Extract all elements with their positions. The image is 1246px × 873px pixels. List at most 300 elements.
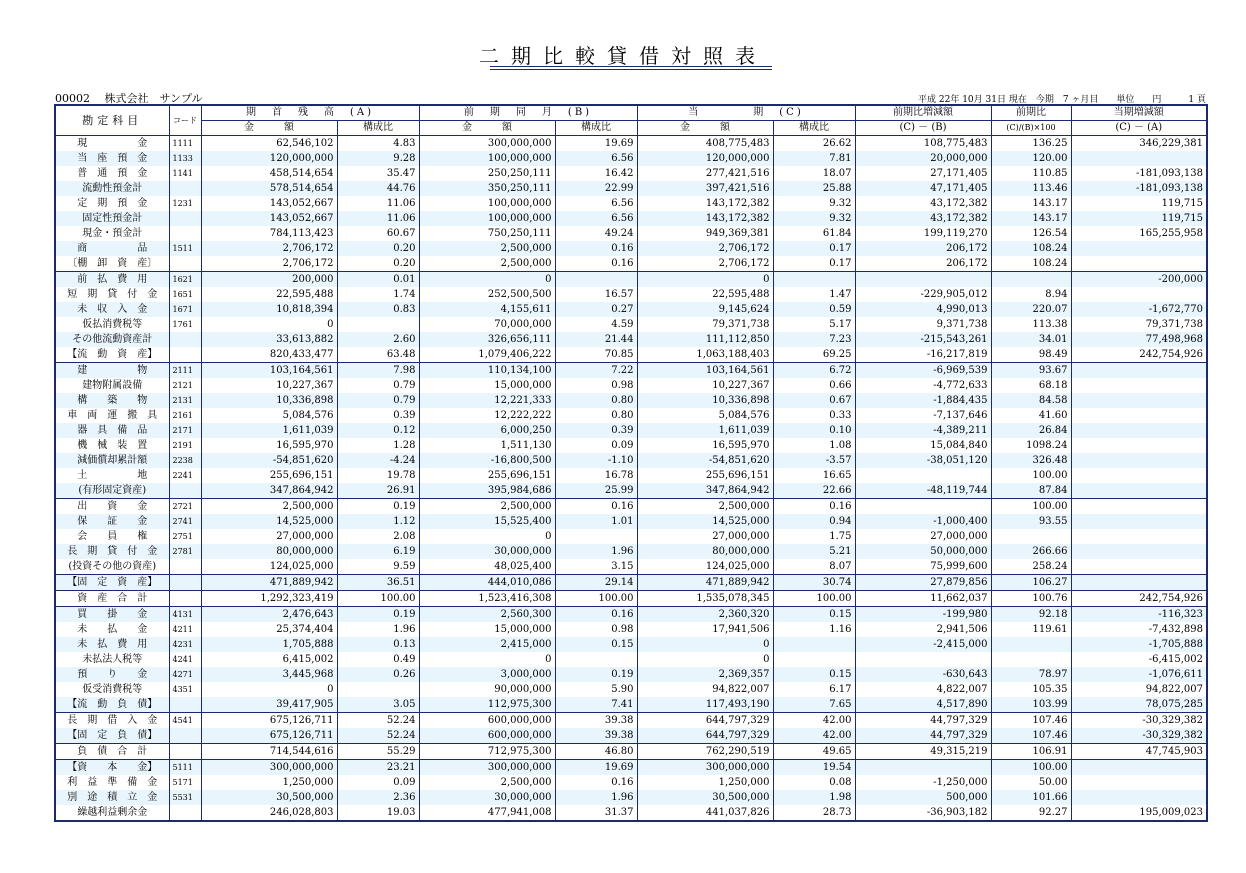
change-amount bbox=[1071, 499, 1207, 515]
prior-amount: 112,975,300 bbox=[419, 697, 555, 713]
account-code: 1133 bbox=[169, 151, 201, 166]
col-amount-a: 金 額 bbox=[201, 121, 337, 136]
diff-pct: 1098.24 bbox=[991, 438, 1071, 453]
account-name: 長 期 貸 付 金 bbox=[55, 544, 169, 559]
current-ratio: 0.17 bbox=[773, 241, 855, 256]
current-ratio: 0.08 bbox=[773, 775, 855, 790]
account-code bbox=[169, 559, 201, 575]
current-ratio: 61.84 bbox=[773, 226, 855, 241]
opening-amount: 1,611,039 bbox=[201, 423, 337, 438]
prior-amount: 6,000,250 bbox=[419, 423, 555, 438]
current-ratio: 0.94 bbox=[773, 514, 855, 529]
opening-amount: 0 bbox=[201, 682, 337, 697]
table-row bbox=[55, 211, 1207, 226]
current-ratio bbox=[773, 637, 855, 652]
opening-amount: 0 bbox=[201, 317, 337, 332]
diff-amount: 108,775,483 bbox=[855, 136, 991, 152]
current-ratio: 9.32 bbox=[773, 196, 855, 211]
change-amount: -116,323 bbox=[1071, 607, 1207, 623]
opening-amount: 675,126,711 bbox=[201, 728, 337, 744]
table-row bbox=[55, 393, 1207, 408]
opening-ratio: 0.26 bbox=[337, 667, 419, 682]
table-row bbox=[55, 637, 1207, 652]
prior-ratio: 16.42 bbox=[555, 166, 637, 181]
col-pct-sub: (C)/(B)×100 bbox=[991, 121, 1071, 136]
change-amount: -1,076,611 bbox=[1071, 667, 1207, 682]
table-row bbox=[55, 196, 1207, 211]
opening-ratio: 0.83 bbox=[337, 302, 419, 317]
balance-sheet-table bbox=[54, 104, 1208, 822]
change-amount: -200,000 bbox=[1071, 272, 1207, 288]
prior-ratio: 5.90 bbox=[555, 682, 637, 697]
diff-amount: -6,969,539 bbox=[855, 363, 991, 379]
diff-pct bbox=[991, 652, 1071, 667]
prior-amount: 600,000,000 bbox=[419, 728, 555, 744]
col-ratio-a: 構成比 bbox=[337, 121, 419, 136]
change-amount bbox=[1071, 775, 1207, 790]
current-ratio: 5.17 bbox=[773, 317, 855, 332]
current-amount: 408,775,483 bbox=[637, 136, 773, 152]
opening-amount: 33,613,882 bbox=[201, 332, 337, 347]
current-ratio: 25.88 bbox=[773, 181, 855, 196]
prior-ratio: 49.24 bbox=[555, 226, 637, 241]
diff-amount: 27,000,000 bbox=[855, 529, 991, 544]
current-ratio: 19.54 bbox=[773, 760, 855, 776]
diff-amount: -1,884,435 bbox=[855, 393, 991, 408]
current-amount: 143,172,382 bbox=[637, 196, 773, 211]
opening-amount: 39,417,905 bbox=[201, 697, 337, 713]
account-code bbox=[169, 805, 201, 821]
diff-pct: 113.46 bbox=[991, 181, 1071, 196]
opening-ratio: 63.48 bbox=[337, 347, 419, 363]
current-amount: -54,851,620 bbox=[637, 453, 773, 468]
diff-pct: 108.24 bbox=[991, 241, 1071, 256]
table-row bbox=[55, 483, 1207, 499]
diff-pct: 136.25 bbox=[991, 136, 1071, 152]
current-amount: 1,611,039 bbox=[637, 423, 773, 438]
opening-ratio: 35.47 bbox=[337, 166, 419, 181]
opening-ratio: 0.13 bbox=[337, 637, 419, 652]
prior-amount: 2,500,000 bbox=[419, 241, 555, 256]
account-name: 長 期 借 入 金 bbox=[55, 713, 169, 729]
prior-amount: 100,000,000 bbox=[419, 211, 555, 226]
account-code: 2721 bbox=[169, 499, 201, 515]
prior-amount: 2,500,000 bbox=[419, 499, 555, 515]
current-ratio: 0.66 bbox=[773, 378, 855, 393]
prior-amount: 395,984,686 bbox=[419, 483, 555, 499]
current-ratio: 28.73 bbox=[773, 805, 855, 821]
current-amount: 94,822,007 bbox=[637, 682, 773, 697]
table-row bbox=[55, 529, 1207, 544]
opening-ratio: 0.01 bbox=[337, 272, 419, 288]
account-code: 1671 bbox=[169, 302, 201, 317]
prior-amount: 15,000,000 bbox=[419, 378, 555, 393]
account-code bbox=[169, 697, 201, 713]
account-name: 〔棚 卸 資 産〕 bbox=[55, 256, 169, 272]
current-amount: 10,227,367 bbox=[637, 378, 773, 393]
diff-pct: 41.60 bbox=[991, 408, 1071, 423]
prior-amount: 48,025,400 bbox=[419, 559, 555, 575]
diff-amount: -215,543,261 bbox=[855, 332, 991, 347]
change-amount: -1,705,888 bbox=[1071, 637, 1207, 652]
prior-amount: 15,000,000 bbox=[419, 622, 555, 637]
account-name: 前 払 費 用 bbox=[55, 272, 169, 288]
opening-amount: 10,227,367 bbox=[201, 378, 337, 393]
account-name: 別 途 積 立 金 bbox=[55, 790, 169, 805]
account-name: (有形固定資産) bbox=[55, 483, 169, 499]
account-name: 構 築 物 bbox=[55, 393, 169, 408]
account-name: 【資 本 金】 bbox=[55, 760, 169, 776]
diff-pct: 110.85 bbox=[991, 166, 1071, 181]
opening-amount: 714,544,616 bbox=[201, 744, 337, 760]
prior-amount: 30,000,000 bbox=[419, 544, 555, 559]
opening-amount: 16,595,970 bbox=[201, 438, 337, 453]
change-amount bbox=[1071, 760, 1207, 776]
prior-amount: 4,155,611 bbox=[419, 302, 555, 317]
prior-ratio: 25.99 bbox=[555, 483, 637, 499]
diff-amount: 27,171,405 bbox=[855, 166, 991, 181]
current-amount: 30,500,000 bbox=[637, 790, 773, 805]
opening-amount: 10,818,394 bbox=[201, 302, 337, 317]
prior-ratio: 0.19 bbox=[555, 667, 637, 682]
opening-ratio: 4.83 bbox=[337, 136, 419, 152]
account-name: 未 払 費 用 bbox=[55, 637, 169, 652]
diff-amount: 27,879,856 bbox=[855, 575, 991, 591]
col-amount-b: 金 額 bbox=[419, 121, 555, 136]
table-row bbox=[55, 181, 1207, 196]
col-amount-c: 金 額 bbox=[637, 121, 773, 136]
account-code: 4231 bbox=[169, 637, 201, 652]
diff-amount: -199,980 bbox=[855, 607, 991, 623]
table-row bbox=[55, 652, 1207, 667]
diff-amount: -4,772,633 bbox=[855, 378, 991, 393]
prior-ratio: 6.56 bbox=[555, 151, 637, 166]
opening-amount: 25,374,404 bbox=[201, 622, 337, 637]
table-row bbox=[55, 287, 1207, 302]
diff-amount: 199,119,270 bbox=[855, 226, 991, 241]
current-amount: 120,000,000 bbox=[637, 151, 773, 166]
account-name: 当 座 預 金 bbox=[55, 151, 169, 166]
prior-ratio: 70.85 bbox=[555, 347, 637, 363]
account-code: 4241 bbox=[169, 652, 201, 667]
diff-pct: 113.38 bbox=[991, 317, 1071, 332]
prior-ratio: 1.96 bbox=[555, 544, 637, 559]
diff-amount: -229,905,012 bbox=[855, 287, 991, 302]
company-name: 株式会社 サンプル bbox=[104, 92, 203, 105]
col-account: 勘定科目 bbox=[55, 105, 169, 136]
diff-amount: -48,119,744 bbox=[855, 483, 991, 499]
prior-amount: 750,250,111 bbox=[419, 226, 555, 241]
diff-pct: 107.46 bbox=[991, 728, 1071, 744]
current-amount: 441,037,826 bbox=[637, 805, 773, 821]
diff-pct: 258.24 bbox=[991, 559, 1071, 575]
prior-ratio: 19.69 bbox=[555, 136, 637, 152]
current-ratio: 22.66 bbox=[773, 483, 855, 499]
prior-ratio: -1.10 bbox=[555, 453, 637, 468]
opening-amount: 143,052,667 bbox=[201, 211, 337, 226]
account-code: 4211 bbox=[169, 622, 201, 637]
table-row bbox=[55, 622, 1207, 637]
table-row bbox=[55, 775, 1207, 790]
diff-pct: 107.46 bbox=[991, 713, 1071, 729]
table-row bbox=[55, 514, 1207, 529]
account-code: 1111 bbox=[169, 136, 201, 152]
account-code bbox=[169, 728, 201, 744]
account-name: 買 掛 金 bbox=[55, 607, 169, 623]
account-code: 2781 bbox=[169, 544, 201, 559]
opening-amount: 255,696,151 bbox=[201, 468, 337, 483]
current-amount: 2,360,320 bbox=[637, 607, 773, 623]
opening-ratio: 3.05 bbox=[337, 697, 419, 713]
diff-amount: 206,172 bbox=[855, 241, 991, 256]
prior-amount: 90,000,000 bbox=[419, 682, 555, 697]
account-code: 1621 bbox=[169, 272, 201, 288]
change-amount: -6,415,002 bbox=[1071, 652, 1207, 667]
opening-amount: 3,445,968 bbox=[201, 667, 337, 682]
table-row bbox=[55, 468, 1207, 483]
table-row bbox=[55, 256, 1207, 272]
account-code: 2111 bbox=[169, 363, 201, 379]
prior-amount: 300,000,000 bbox=[419, 136, 555, 152]
table-body bbox=[55, 136, 1207, 822]
diff-pct: 100.00 bbox=[991, 468, 1071, 483]
diff-pct: 26.84 bbox=[991, 423, 1071, 438]
diff-amount: 4,517,890 bbox=[855, 697, 991, 713]
diff-amount bbox=[855, 468, 991, 483]
account-name: その他流動資産計 bbox=[55, 332, 169, 347]
prior-amount: 1,079,406,222 bbox=[419, 347, 555, 363]
current-amount: 397,421,516 bbox=[637, 181, 773, 196]
diff-pct: 78.97 bbox=[991, 667, 1071, 682]
prior-ratio: 6.56 bbox=[555, 196, 637, 211]
diff-amount: 47,171,405 bbox=[855, 181, 991, 196]
prior-ratio: 22.99 bbox=[555, 181, 637, 196]
opening-amount: 820,433,477 bbox=[201, 347, 337, 363]
table-row bbox=[55, 378, 1207, 393]
account-code bbox=[169, 226, 201, 241]
diff-amount: -7,137,646 bbox=[855, 408, 991, 423]
table-row bbox=[55, 697, 1207, 713]
prior-amount: 0 bbox=[419, 529, 555, 544]
current-ratio: 30.74 bbox=[773, 575, 855, 591]
diff-pct: 8.94 bbox=[991, 287, 1071, 302]
account-code: 4541 bbox=[169, 713, 201, 729]
current-amount: 27,000,000 bbox=[637, 529, 773, 544]
current-ratio: 1.08 bbox=[773, 438, 855, 453]
opening-ratio: 2.08 bbox=[337, 529, 419, 544]
prior-ratio bbox=[555, 272, 637, 288]
prior-ratio: 21.44 bbox=[555, 332, 637, 347]
table-row bbox=[55, 453, 1207, 468]
current-ratio: 1.16 bbox=[773, 622, 855, 637]
prior-amount: 3,000,000 bbox=[419, 667, 555, 682]
current-amount: 255,696,151 bbox=[637, 468, 773, 483]
account-name: 保 証 金 bbox=[55, 514, 169, 529]
table-row bbox=[55, 728, 1207, 744]
diff-pct: 100.00 bbox=[991, 499, 1071, 515]
opening-ratio: 1.28 bbox=[337, 438, 419, 453]
account-name: 固定性預金計 bbox=[55, 211, 169, 226]
prior-amount: 255,696,151 bbox=[419, 468, 555, 483]
prior-ratio: 0.98 bbox=[555, 378, 637, 393]
diff-amount: -630,643 bbox=[855, 667, 991, 682]
change-amount: 78,075,285 bbox=[1071, 697, 1207, 713]
prior-amount: 250,250,111 bbox=[419, 166, 555, 181]
opening-amount: 124,025,000 bbox=[201, 559, 337, 575]
current-amount: 124,025,000 bbox=[637, 559, 773, 575]
opening-ratio: 36.51 bbox=[337, 575, 419, 591]
prior-ratio: 7.22 bbox=[555, 363, 637, 379]
table-row bbox=[55, 166, 1207, 181]
opening-ratio: 26.91 bbox=[337, 483, 419, 499]
diff-pct bbox=[991, 272, 1071, 288]
current-ratio: 1.98 bbox=[773, 790, 855, 805]
opening-ratio: 0.79 bbox=[337, 393, 419, 408]
current-amount: 277,421,516 bbox=[637, 166, 773, 181]
table-row bbox=[55, 272, 1207, 288]
opening-amount: 347,864,942 bbox=[201, 483, 337, 499]
current-amount: 22,595,488 bbox=[637, 287, 773, 302]
prior-ratio: 0.80 bbox=[555, 393, 637, 408]
current-amount: 80,000,000 bbox=[637, 544, 773, 559]
account-code bbox=[169, 332, 201, 347]
diff-amount: -16,217,819 bbox=[855, 347, 991, 363]
opening-amount: 200,000 bbox=[201, 272, 337, 288]
current-amount: 347,864,942 bbox=[637, 483, 773, 499]
account-code: 2161 bbox=[169, 408, 201, 423]
opening-ratio: 2.36 bbox=[337, 790, 419, 805]
account-name: 建物附属設備 bbox=[55, 378, 169, 393]
opening-ratio: 52.24 bbox=[337, 713, 419, 729]
change-amount bbox=[1071, 483, 1207, 499]
opening-amount: 471,889,942 bbox=[201, 575, 337, 591]
account-name: 会 員 権 bbox=[55, 529, 169, 544]
prior-ratio bbox=[555, 652, 637, 667]
diff-amount bbox=[855, 499, 991, 515]
opening-ratio: 0.49 bbox=[337, 652, 419, 667]
change-amount: -30,329,382 bbox=[1071, 713, 1207, 729]
account-code: 2241 bbox=[169, 468, 201, 483]
diff-pct: 93.55 bbox=[991, 514, 1071, 529]
opening-ratio: 11.06 bbox=[337, 196, 419, 211]
diff-amount: -1,000,400 bbox=[855, 514, 991, 529]
prior-ratio: 0.15 bbox=[555, 637, 637, 652]
account-name: 未払法人税等 bbox=[55, 652, 169, 667]
opening-amount: 14,525,000 bbox=[201, 514, 337, 529]
table-row bbox=[55, 713, 1207, 729]
table-row bbox=[55, 591, 1207, 607]
account-code: 2741 bbox=[169, 514, 201, 529]
change-amount bbox=[1071, 363, 1207, 379]
diff-amount: -1,250,000 bbox=[855, 775, 991, 790]
change-amount bbox=[1071, 241, 1207, 256]
change-amount bbox=[1071, 559, 1207, 575]
change-amount bbox=[1071, 151, 1207, 166]
opening-ratio: 19.78 bbox=[337, 468, 419, 483]
current-ratio: 0.67 bbox=[773, 393, 855, 408]
table-row bbox=[55, 363, 1207, 379]
current-ratio: -3.57 bbox=[773, 453, 855, 468]
opening-amount: 2,706,172 bbox=[201, 256, 337, 272]
col-code: コード bbox=[169, 105, 201, 136]
opening-ratio: 55.29 bbox=[337, 744, 419, 760]
current-ratio: 69.25 bbox=[773, 347, 855, 363]
diff-amount: -2,415,000 bbox=[855, 637, 991, 652]
opening-ratio: 0.12 bbox=[337, 423, 419, 438]
current-amount: 0 bbox=[637, 637, 773, 652]
opening-amount: 1,705,888 bbox=[201, 637, 337, 652]
change-amount bbox=[1071, 393, 1207, 408]
prior-amount: 0 bbox=[419, 652, 555, 667]
change-amount: 47,745,903 bbox=[1071, 744, 1207, 760]
diff-amount: 43,172,382 bbox=[855, 211, 991, 226]
change-amount: -1,672,770 bbox=[1071, 302, 1207, 317]
diff-amount: 44,797,329 bbox=[855, 728, 991, 744]
diff-pct: 143.17 bbox=[991, 196, 1071, 211]
change-amount: 165,255,958 bbox=[1071, 226, 1207, 241]
change-amount bbox=[1071, 408, 1207, 423]
diff-pct: 84.58 bbox=[991, 393, 1071, 408]
current-amount: 111,112,850 bbox=[637, 332, 773, 347]
current-ratio: 49.65 bbox=[773, 744, 855, 760]
diff-pct: 106.27 bbox=[991, 575, 1071, 591]
opening-ratio: 0.79 bbox=[337, 378, 419, 393]
prior-ratio: 0.27 bbox=[555, 302, 637, 317]
diff-pct: 143.17 bbox=[991, 211, 1071, 226]
account-code: 2191 bbox=[169, 438, 201, 453]
diff-amount: 2,941,506 bbox=[855, 622, 991, 637]
diff-pct: 105.35 bbox=[991, 682, 1071, 697]
current-amount: 949,369,381 bbox=[637, 226, 773, 241]
opening-ratio: -4.24 bbox=[337, 453, 419, 468]
diff-amount bbox=[855, 272, 991, 288]
prior-amount: 2,500,000 bbox=[419, 256, 555, 272]
diff-amount: 50,000,000 bbox=[855, 544, 991, 559]
opening-ratio: 6.19 bbox=[337, 544, 419, 559]
diff-pct: 100.76 bbox=[991, 591, 1071, 607]
account-name: 現金・預金計 bbox=[55, 226, 169, 241]
change-amount bbox=[1071, 256, 1207, 272]
account-code: 5171 bbox=[169, 775, 201, 790]
current-ratio: 0.16 bbox=[773, 499, 855, 515]
account-name: 利 益 準 備 金 bbox=[55, 775, 169, 790]
prior-amount: 326,656,111 bbox=[419, 332, 555, 347]
prior-amount: 1,523,416,308 bbox=[419, 591, 555, 607]
prior-ratio: 19.69 bbox=[555, 760, 637, 776]
account-code bbox=[169, 744, 201, 760]
current-ratio: 0.59 bbox=[773, 302, 855, 317]
change-amount bbox=[1071, 790, 1207, 805]
change-amount: 242,754,926 bbox=[1071, 591, 1207, 607]
account-code: 1511 bbox=[169, 241, 201, 256]
table-row bbox=[55, 332, 1207, 347]
prior-amount: 2,500,000 bbox=[419, 775, 555, 790]
change-amount: -7,432,898 bbox=[1071, 622, 1207, 637]
table-row bbox=[55, 760, 1207, 776]
diff-amount bbox=[855, 652, 991, 667]
prior-amount: 0 bbox=[419, 272, 555, 288]
diff-pct: 50.00 bbox=[991, 775, 1071, 790]
current-ratio: 0.15 bbox=[773, 667, 855, 682]
prior-ratio: 39.38 bbox=[555, 713, 637, 729]
opening-amount: 30,500,000 bbox=[201, 790, 337, 805]
account-name: 未 収 入 金 bbox=[55, 302, 169, 317]
diff-amount: 75,999,600 bbox=[855, 559, 991, 575]
prior-amount: 600,000,000 bbox=[419, 713, 555, 729]
prior-ratio: 1.01 bbox=[555, 514, 637, 529]
opening-ratio: 19.03 bbox=[337, 805, 419, 821]
diff-pct: 103.99 bbox=[991, 697, 1071, 713]
